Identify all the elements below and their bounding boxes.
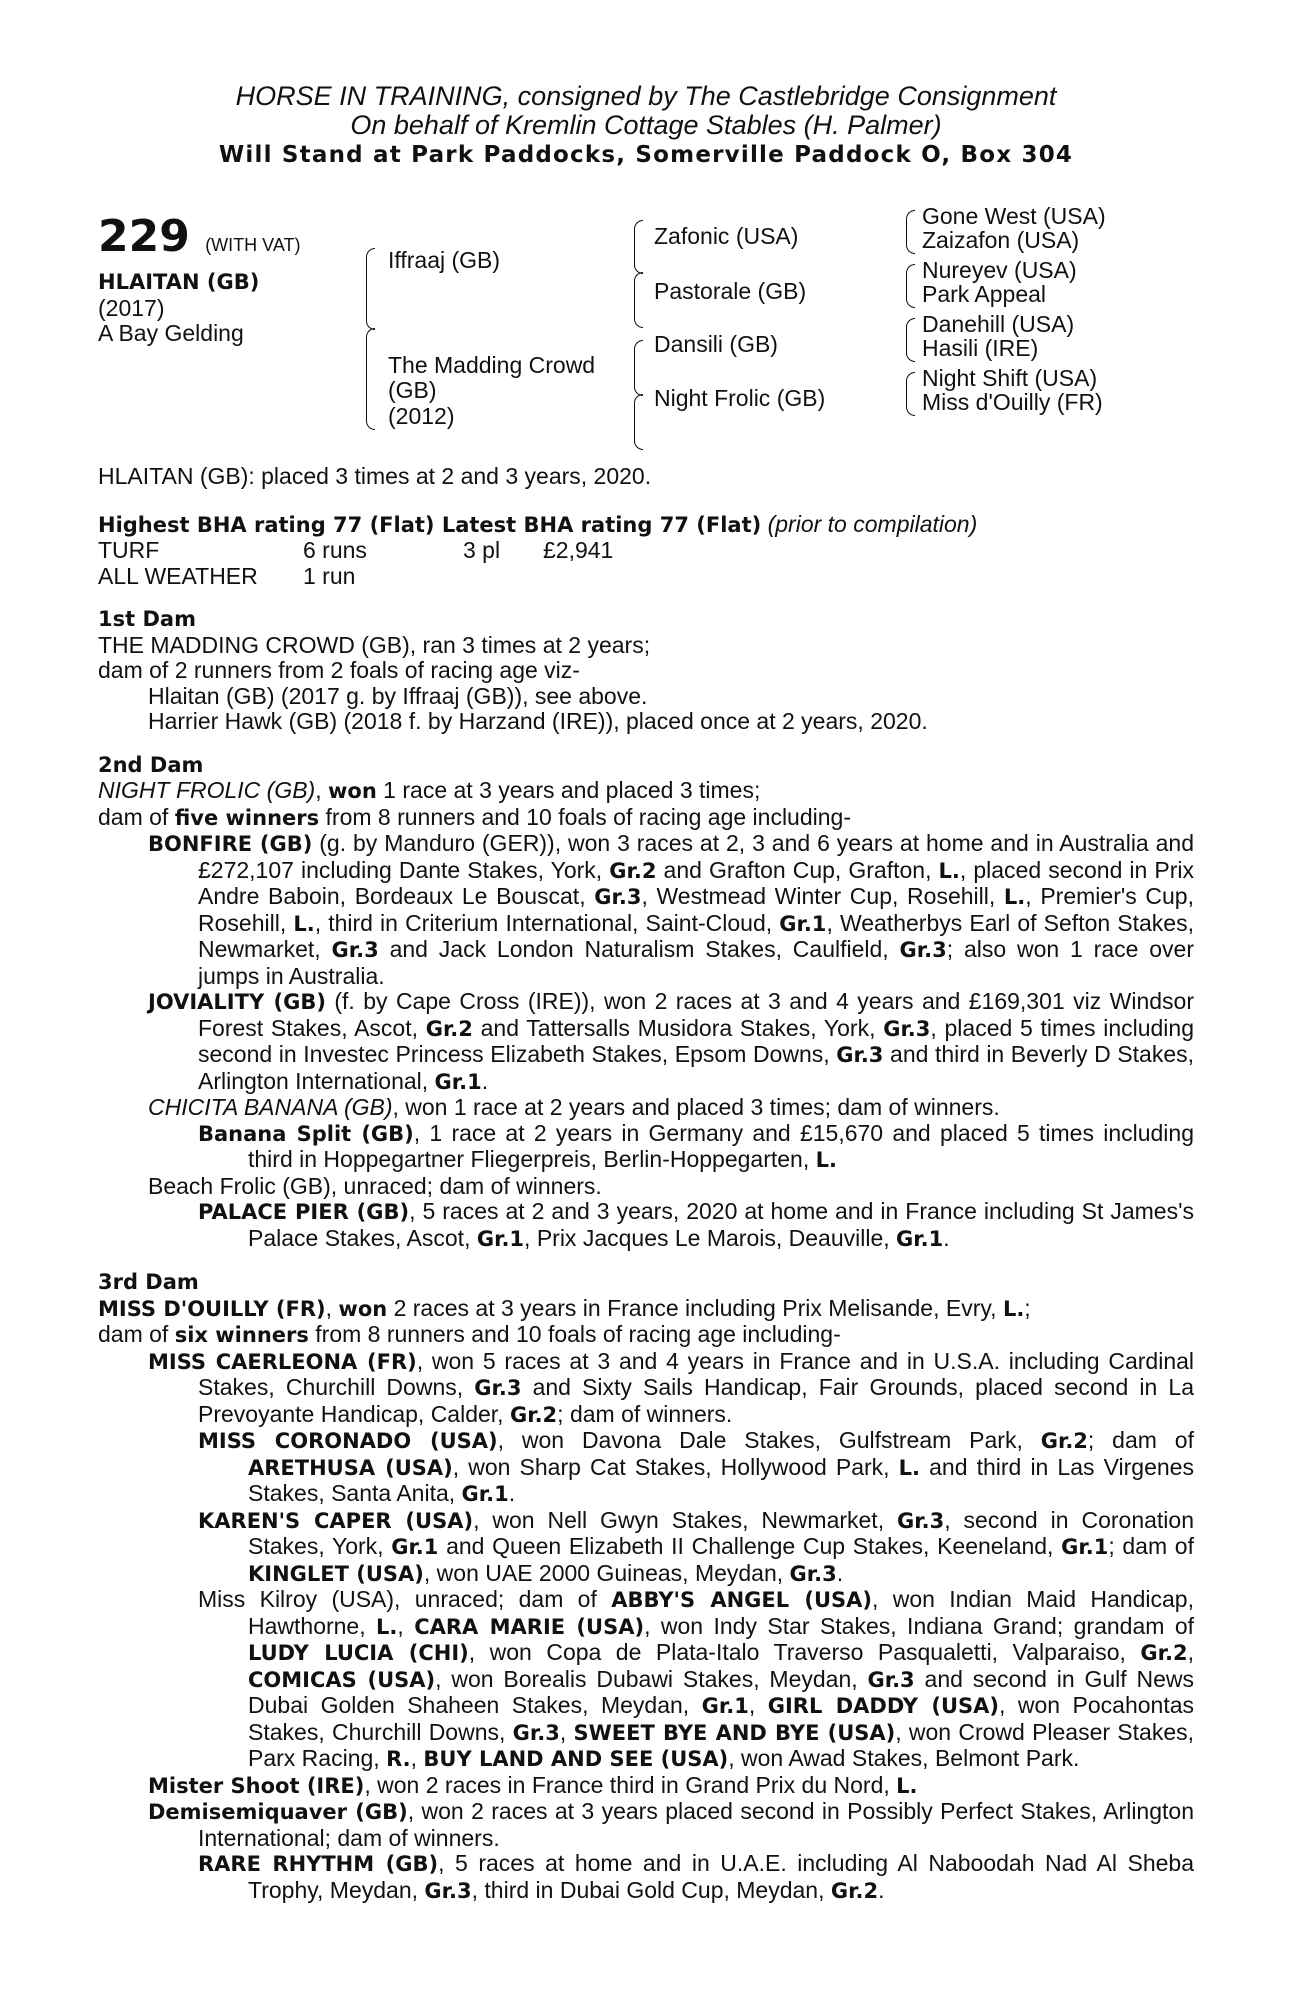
first-dam-foal1: Hlaitan (GB) (2017 g. by Iffraaj (GB)), see above. bbox=[148, 682, 648, 709]
text-run: , 1 race at 2 years in Germany and £15,670 and placed 5 times including third in Hoppegartner Fliegerpreis, Berlin-Hoppegarten, bbox=[248, 1119, 1194, 1172]
text-run: Miss Kilroy (USA), unraced; dam of bbox=[198, 1586, 612, 1612]
g3-sds: Nureyev (USA) bbox=[922, 257, 1077, 283]
text-run: Gr.1 bbox=[461, 1482, 509, 1506]
rating-note: (prior to compilation) bbox=[767, 510, 978, 537]
horse-description: A Bay Gelding bbox=[98, 320, 244, 346]
race-summary: HLAITAN (GB): placed 3 times at 2 and 3 years, 2020. bbox=[98, 463, 652, 489]
text-run: , won 1 race at 2 years and placed 3 times; dam of winners. bbox=[392, 1094, 1000, 1120]
text-run: L. bbox=[376, 1614, 398, 1639]
produce-miss-kilroy bbox=[98, 1587, 1194, 1773]
text-run: (g. by Manduro (GER)), won 3 races at 2, 3 and 6 years at home and in Australia and £272,107 including Dante Stakes, York, bbox=[198, 830, 1194, 883]
won-label: won bbox=[328, 779, 377, 803]
third-dam-line1: MISS D'OUILLY (FR), won 2 races at 3 years in France including Prix Melisande, Evry, L.; bbox=[98, 1294, 1031, 1321]
text-run: from 8 runners and 10 foals of racing age including- bbox=[308, 1321, 841, 1347]
produce-chicita bbox=[98, 1095, 1194, 1121]
text-run: PALACE PIER (GB) bbox=[198, 1200, 410, 1224]
text-run: , won Indian Maid Handicap, Hawthorne, bbox=[248, 1586, 1194, 1639]
produce-rare-rhythm bbox=[98, 1851, 1194, 1904]
second-dam-section bbox=[98, 753, 1194, 1253]
text-run: Gr.1 bbox=[779, 911, 827, 936]
g3-ddd: Miss d'Ouilly (FR) bbox=[922, 389, 1103, 415]
text-run: , second in Coronation Stakes, York, bbox=[248, 1506, 1194, 1559]
horse-year: (2017) bbox=[98, 295, 165, 321]
text-run: , won 5 races at 3 and 4 years in France and in U.S.A. including Cardinal Stakes, Churchill Downs, bbox=[198, 1347, 1195, 1400]
text-run: RARE RHYTHM (GB) bbox=[198, 1852, 439, 1876]
third-dam-line2 bbox=[98, 1322, 1194, 1349]
g3-dsd: Hasili (IRE) bbox=[922, 335, 1039, 361]
text-run: L. bbox=[293, 911, 315, 936]
dam-line3: (2012) bbox=[388, 403, 455, 429]
text-run: . bbox=[481, 1067, 489, 1094]
text-run: Gr.2 bbox=[609, 858, 657, 883]
produce-banana-split bbox=[98, 1121, 1194, 1174]
text-run: Gr.3 bbox=[331, 938, 379, 962]
text-run: ; bbox=[1024, 1294, 1031, 1321]
text-run: , placed 5 times including second in Investec Princess Elizabeth Stakes, Epsom Downs, bbox=[198, 1014, 1194, 1067]
text-run: , Weatherbys Earl of Sefton Stakes, Newmarket, bbox=[198, 909, 1194, 962]
text-run: ; dam of bbox=[1108, 1533, 1194, 1559]
text-run: and Grafton Cup, Grafton, bbox=[656, 856, 939, 883]
text-run: Gr.3 bbox=[424, 1878, 472, 1903]
text-run: Gr.3 bbox=[899, 938, 947, 962]
text-run: , won Copa de Plata-Italo Traverso Pasqualetti, Valparaiso, bbox=[468, 1639, 1141, 1665]
aw-placed bbox=[463, 564, 543, 590]
text-run: , Prix Jacques Le Marois, Deauville, bbox=[524, 1224, 897, 1251]
produce-bonfire bbox=[98, 831, 1194, 989]
text-run: . bbox=[943, 1224, 950, 1251]
text-run: CHICITA BANANA (GB) bbox=[148, 1094, 393, 1120]
text-run: Gr.1 bbox=[701, 1694, 749, 1718]
produce-joviality bbox=[98, 989, 1194, 1095]
aw-label: ALL WEATHER bbox=[98, 562, 258, 589]
vat-note: (WITH VAT) bbox=[205, 235, 301, 255]
text-run: Gr.3 bbox=[897, 1508, 945, 1533]
text-run: , third in Criterium International, Saint-Cloud, bbox=[314, 909, 780, 936]
text-run: (f. by Cape Cross (IRE)), won 2 races at 3 and 4 years and £169,301 viz Windsor Forest Stakes, Ascot, bbox=[198, 988, 1194, 1041]
dam-line1: The Madding Crowd bbox=[388, 352, 596, 378]
text-run: CARA MARIE (USA) bbox=[414, 1614, 645, 1639]
second-dam-record: 1 race at 3 years and placed 3 times; bbox=[376, 777, 761, 803]
text-run: from 8 runners and 10 foals of racing age including- bbox=[319, 803, 851, 830]
catalogue-page bbox=[98, 82, 1194, 1904]
dam-sire: Dansili (GB) bbox=[654, 331, 778, 357]
turf-label: TURF bbox=[98, 537, 160, 563]
text-run: Gr.1 bbox=[476, 1226, 525, 1251]
text-run: Gr.1 bbox=[1061, 1535, 1109, 1559]
g3-bracket-2 bbox=[906, 264, 915, 308]
text-run: Demisemiquaver (GB) bbox=[148, 1800, 408, 1824]
text-run: . bbox=[836, 1559, 844, 1586]
text-run: Gr.2 bbox=[830, 1878, 879, 1903]
horse-name: HLAITAN (GB) bbox=[98, 270, 260, 294]
text-run: Gr.2 bbox=[1140, 1641, 1188, 1665]
text-run: , won Sharp Cat Stakes, Hollywood Park, bbox=[452, 1453, 899, 1480]
text-run: , won 2 races in France third in Grand Prix du Nord, bbox=[364, 1771, 897, 1798]
text-run: KAREN'S CAPER (USA) bbox=[198, 1508, 474, 1533]
text-run: MISS D'OUILLY (FR) bbox=[98, 1296, 326, 1321]
text-run: LUDY LUCIA (CHI) bbox=[248, 1641, 469, 1665]
produce-demisemiquaver bbox=[98, 1799, 1194, 1851]
text-run: SWEET BYE AND BYE (USA) bbox=[573, 1720, 896, 1745]
text-run: and Sixty Sails Handicap, Fair Grounds, placed second in La Prevoyante Handicap, Calder, bbox=[198, 1374, 1194, 1427]
g3-bracket-3 bbox=[906, 318, 915, 362]
sire-sire: Zafonic (USA) bbox=[654, 223, 799, 249]
text-run: JOVIALITY (GB) bbox=[148, 990, 326, 1014]
text-run: , bbox=[748, 1692, 768, 1718]
produce-mister-shoot bbox=[98, 1773, 1194, 1800]
text-run: and second in Gulf News Dubai Golden Shaheen Stakes, Meydan, bbox=[248, 1665, 1194, 1718]
text-run: . bbox=[508, 1480, 516, 1506]
sire-dam: Pastorale (GB) bbox=[654, 278, 807, 304]
text-run: 2 races at 3 years in France including Prix Melisande, Evry, bbox=[387, 1294, 1003, 1321]
text-run: L. bbox=[815, 1148, 837, 1172]
text-run: , bbox=[559, 1718, 574, 1745]
text-run: and Tattersalls Musidora Stakes, York, bbox=[472, 1014, 884, 1041]
text-run: five winners bbox=[174, 805, 320, 830]
text-run: and third in Las Virgenes Stakes, Santa Anita, bbox=[248, 1453, 1194, 1506]
produce-miss-caerleona bbox=[98, 1349, 1194, 1429]
text-run: , won UAE 2000 Guineas, Meydan, bbox=[423, 1559, 790, 1586]
dd-bracket bbox=[634, 394, 643, 450]
lot-number-value: 229 bbox=[98, 211, 190, 262]
text-run: . bbox=[878, 1876, 885, 1903]
third-dam-heading: 3rd Dam bbox=[98, 1270, 199, 1294]
aw-row bbox=[98, 564, 1194, 590]
text-run: , 5 races at 2 and 3 years, 2020 at home and in France including St James's Palace Stakes, Ascot, bbox=[248, 1198, 1194, 1251]
text-run: ; dam of winners. bbox=[557, 1400, 733, 1427]
turf-row bbox=[98, 538, 1194, 564]
text-run: Gr.2 bbox=[509, 1402, 558, 1427]
sire: Iffraaj (GB) bbox=[388, 247, 501, 273]
g3-sss: Gone West (USA) bbox=[922, 203, 1106, 229]
consignor-line: HORSE IN TRAINING, consigned by The Castlebridge Consignment bbox=[235, 81, 1057, 111]
text-run: , won Indy Star Stakes, Indiana Grand; grandam of bbox=[644, 1612, 1195, 1639]
text-run: Gr.2 bbox=[1040, 1429, 1088, 1453]
text-run: , Westmead Winter Cup, Rosehill, bbox=[641, 883, 1004, 909]
g3-ssd: Zaizafon (USA) bbox=[922, 227, 1080, 253]
text-run: and Queen Elizabeth II Challenge Cup Stakes, Keeneland, bbox=[438, 1533, 1062, 1559]
third-dam-section bbox=[98, 1270, 1194, 1904]
first-dam-heading: 1st Dam bbox=[98, 607, 196, 631]
text-run: BUY LAND AND SEE (USA) bbox=[423, 1747, 729, 1771]
text-run: , won Pocahontas Stakes, Churchill Downs, bbox=[248, 1692, 1194, 1745]
pedigree-block bbox=[98, 203, 1194, 438]
text-run: , Premier's Cup, Rosehill, bbox=[198, 883, 1194, 936]
text-run: Gr.3 bbox=[594, 885, 642, 909]
turf-placed: 3 pl bbox=[463, 537, 501, 563]
text-run: Gr.3 bbox=[789, 1561, 837, 1586]
text-run: GIRL DADDY (USA) bbox=[767, 1694, 999, 1718]
text-run: KINGLET (USA) bbox=[248, 1561, 424, 1586]
text-run: L. bbox=[1002, 1296, 1025, 1321]
rating-section bbox=[98, 512, 1194, 590]
first-dam-foal2: Harrier Hawk (GB) (2018 f. by Harzand (IRE)), placed once at 2 years, 2020. bbox=[148, 708, 928, 734]
g3-bracket-4 bbox=[906, 372, 915, 416]
text-run: , bbox=[1187, 1639, 1194, 1665]
g3-dss: Danehill (USA) bbox=[922, 311, 1075, 337]
produce-miss-coronado bbox=[98, 1428, 1194, 1508]
text-run: , won Nell Gwyn Stakes, Newmarket, bbox=[473, 1506, 898, 1533]
text-run: , won Awad Stakes, Belmont Park. bbox=[728, 1745, 1080, 1771]
text-run: won bbox=[338, 1296, 388, 1321]
first-dam-section bbox=[98, 607, 1194, 735]
text-run: , won Davona Dale Stakes, Gulfstream Park, bbox=[497, 1427, 1041, 1453]
first-dam-line2: dam of 2 runners from 2 foals of racing age viz- bbox=[98, 657, 580, 683]
text-run: , 5 races at home and in U.A.E. including Al Naboodah Nad Al Sheba Trophy, Meydan, bbox=[248, 1850, 1195, 1903]
text-run: L. bbox=[938, 858, 960, 883]
aw-runs: 1 run bbox=[303, 562, 356, 589]
text-run: and Jack London Naturalism Stakes, Caulfield, bbox=[378, 936, 900, 962]
dam-bracket bbox=[366, 328, 375, 430]
text-run: , bbox=[397, 1612, 415, 1639]
text-run: six winners bbox=[174, 1323, 309, 1347]
text-run: Gr.1 bbox=[391, 1535, 439, 1559]
text-run: COMICAS (USA) bbox=[248, 1667, 436, 1692]
text-run: BONFIRE (GB) bbox=[148, 832, 313, 856]
page-header bbox=[98, 82, 1194, 170]
text-run: ARETHUSA (USA) bbox=[248, 1455, 453, 1480]
text-run: Banana Split (GB) bbox=[198, 1121, 414, 1146]
ss-bracket bbox=[634, 220, 643, 274]
first-dam-line1: THE MADDING CROWD (GB), ran 3 times at 2 years; bbox=[98, 631, 651, 658]
second-dam-line2 bbox=[98, 805, 1194, 832]
text-run: Gr.3 bbox=[883, 1016, 931, 1041]
turf-runs: 6 runs bbox=[303, 537, 367, 563]
text-run: MISS CORONADO (USA) bbox=[198, 1429, 498, 1453]
ds-bracket bbox=[634, 340, 643, 396]
dam-dam: Night Frolic (GB) bbox=[654, 385, 826, 411]
text-run: Gr.1 bbox=[434, 1069, 482, 1094]
text-run: Gr.2 bbox=[425, 1016, 473, 1041]
text-run: Mister Shoot (IRE) bbox=[148, 1773, 365, 1798]
g3-dds: Night Shift (USA) bbox=[922, 365, 1098, 391]
text-run: L. bbox=[896, 1773, 918, 1798]
text-run: ; dam of bbox=[1087, 1427, 1194, 1453]
second-dam-heading: 2nd Dam bbox=[98, 752, 204, 777]
second-dam-name: NIGHT FROLIC (GB) bbox=[98, 777, 316, 803]
text-run: L. bbox=[1003, 885, 1026, 909]
lot-number bbox=[98, 211, 301, 268]
text-run: , placed second in Prix Andre Baboin, Bordeaux Le Bouscat, bbox=[198, 856, 1194, 909]
dam-line2: (GB) bbox=[388, 377, 437, 403]
text-run: L. bbox=[898, 1455, 921, 1480]
text-run: , won Borealis Dubawi Stakes, Meydan, bbox=[435, 1665, 868, 1692]
text-run: ABBY'S ANGEL (USA) bbox=[611, 1588, 872, 1612]
aw-prize bbox=[543, 564, 663, 590]
text-run: Gr.1 bbox=[896, 1226, 944, 1251]
text-run: Gr.3 bbox=[867, 1667, 915, 1692]
produce-beach-frolic: Beach Frolic (GB), unraced; dam of winners. bbox=[148, 1172, 602, 1199]
text-run: dam of bbox=[98, 1321, 175, 1347]
rating-text: Highest BHA rating 77 (Flat) Latest BHA rating 77 (Flat) bbox=[98, 512, 762, 537]
text-run: ; also won 1 race over jumps in Australia. bbox=[198, 936, 1194, 989]
location-line: Will Stand at Park Paddocks, Somerville Paddock O, Box 304 bbox=[218, 142, 1074, 168]
second-dam-line1: NIGHT FROLIC (GB), won 1 race at 3 years and placed 3 times; bbox=[98, 777, 761, 803]
text-run: , third in Dubai Gold Cup, Meydan, bbox=[471, 1876, 831, 1903]
text-run: dam of bbox=[98, 803, 175, 830]
text-run: Gr.3 bbox=[836, 1043, 884, 1067]
text-run: R. bbox=[386, 1747, 411, 1771]
sd-bracket bbox=[634, 272, 643, 328]
sire-bracket bbox=[366, 248, 375, 330]
text-run: Gr.3 bbox=[474, 1376, 522, 1400]
produce-palace-pier bbox=[98, 1199, 1194, 1252]
turf-prize: £2,941 bbox=[543, 537, 614, 563]
text-run: MISS CAERLEONA (FR) bbox=[148, 1349, 417, 1374]
text-run: Gr.3 bbox=[512, 1720, 560, 1745]
text-run: and third in Beverly D Stakes, Arlington International, bbox=[198, 1041, 1194, 1094]
on-behalf-line: On behalf of Kremlin Cottage Stables (H. Palmer) bbox=[350, 110, 942, 140]
text-run: , bbox=[410, 1745, 424, 1771]
text-run: , won 2 races at 3 years placed second in Possibly Perfect Stakes, Arlington International; dam of winners. bbox=[198, 1798, 1194, 1851]
g3-bracket-1 bbox=[906, 210, 915, 254]
g3-sdd: Park Appeal bbox=[922, 281, 1047, 307]
text-run: , won Crowd Pleaser Stakes, Parx Racing, bbox=[248, 1718, 1195, 1771]
produce-karens-caper bbox=[98, 1508, 1194, 1588]
